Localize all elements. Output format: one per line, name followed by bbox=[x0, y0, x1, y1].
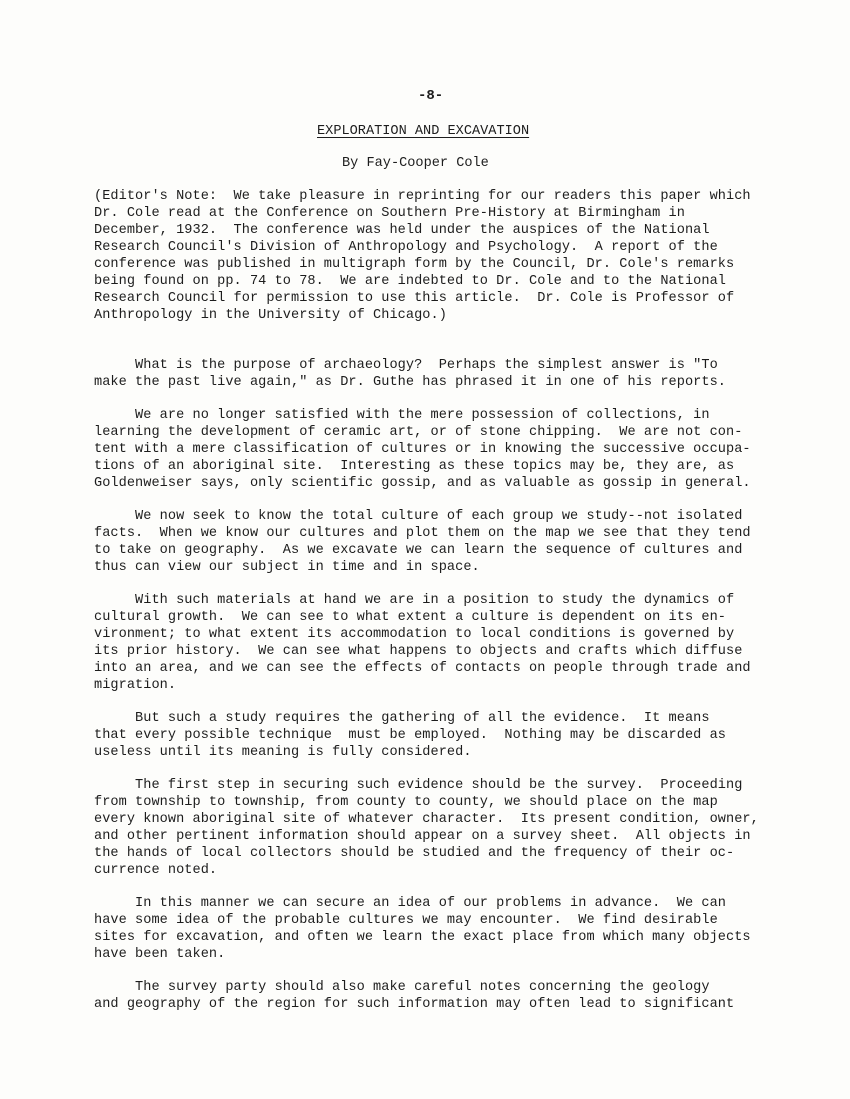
text-line: The first step in securing such evidence should be the survey. Proceeding bbox=[94, 778, 743, 793]
text-line: the hands of local collectors should be studied and the frequency of their oc- bbox=[94, 846, 735, 861]
text-line: being found on pp. 74 to 78. We are indebted to Dr. Cole and to the National bbox=[94, 274, 726, 289]
text-line: sites for excavation, and often we learn the exact place from which many objects bbox=[94, 930, 751, 945]
text-line: With such materials at hand we are in a position to study the dynamics of bbox=[94, 593, 735, 608]
text-line: conference was published in multigraph form by the Council, Dr. Cole's remarks bbox=[94, 257, 735, 272]
text-line: useless until its meaning is fully considered. bbox=[94, 745, 472, 760]
text-line: and other pertinent information should appear on a survey sheet. All objects in bbox=[94, 829, 751, 844]
text-line: (Editor's Note: We take pleasure in reprinting for our readers this paper which bbox=[94, 189, 751, 204]
text-line: its prior history. We can see what happens to objects and crafts which diffuse bbox=[94, 644, 743, 659]
page-number: -8- bbox=[418, 88, 444, 104]
text-line: that every possible technique must be employed. Nothing may be discarded as bbox=[94, 728, 726, 743]
text-line: tent with a mere classification of cultures or in knowing the successive occupa- bbox=[94, 442, 751, 457]
text-line: into an area, and we can see the effects of contacts on people through trade and bbox=[94, 661, 751, 676]
text-line: and geography of the region for such information may often lead to significant bbox=[94, 997, 735, 1012]
text-line: thus can view our subject in time and in space. bbox=[94, 560, 480, 575]
byline: By Fay-Cooper Cole bbox=[342, 156, 489, 171]
text-line: Research Council for permission to use this article. Dr. Cole is Professor of bbox=[94, 291, 735, 306]
text-line: cultural growth. We can see to what extent a culture is dependent on its en- bbox=[94, 610, 726, 625]
text-line: learning the development of ceramic art, or of stone chipping. We are not con- bbox=[94, 425, 743, 440]
text-line: Goldenweiser says, only scientific gossip, and as valuable as gossip in general. bbox=[94, 476, 751, 491]
text-line: Research Council's Division of Anthropology and Psychology. A report of the bbox=[94, 240, 718, 255]
text-line: have been taken. bbox=[94, 947, 226, 962]
text-line: We now seek to know the total culture of each group we study--not isolated bbox=[94, 509, 743, 524]
text-line: currence noted. bbox=[94, 863, 218, 878]
text-line: Dr. Cole read at the Conference on Southern Pre-History at Birmingham in bbox=[94, 206, 685, 221]
text-line: December, 1932. The conference was held under the auspices of the National bbox=[94, 223, 710, 238]
text-line: What is the purpose of archaeology? Perhaps the simplest answer is "To bbox=[94, 358, 718, 373]
text-line: We are no longer satisfied with the mere possession of collections, in bbox=[94, 408, 710, 423]
text-line: have some idea of the probable cultures we may encounter. We find desirable bbox=[94, 913, 718, 928]
text-line: But such a study requires the gathering of all the evidence. It means bbox=[94, 711, 710, 726]
text-line: In this manner we can secure an idea of our problems in advance. We can bbox=[94, 896, 726, 911]
text-line: The survey party should also make careful notes concerning the geology bbox=[94, 980, 710, 995]
text-line: every known aboriginal site of whatever character. Its present condition, owner, bbox=[94, 812, 759, 827]
article-title: EXPLORATION AND EXCAVATION bbox=[317, 124, 530, 139]
text-line: Anthropology in the University of Chicago.) bbox=[94, 308, 447, 323]
text-line: tions of an aboriginal site. Interesting as these topics may be, they are, as bbox=[94, 459, 735, 474]
text-line: facts. When we know our cultures and plot them on the map we see that they tend bbox=[94, 526, 751, 541]
text-line: make the past live again," as Dr. Guthe has phrased it in one of his reports. bbox=[94, 375, 726, 390]
text-line: to take on geography. As we excavate we can learn the sequence of cultures and bbox=[94, 543, 743, 558]
text-line: vironment; to what extent its accommodation to local conditions is governed by bbox=[94, 627, 735, 642]
text-line: migration. bbox=[94, 678, 177, 693]
text-line: from township to township, from county to county, we should place on the map bbox=[94, 795, 718, 810]
